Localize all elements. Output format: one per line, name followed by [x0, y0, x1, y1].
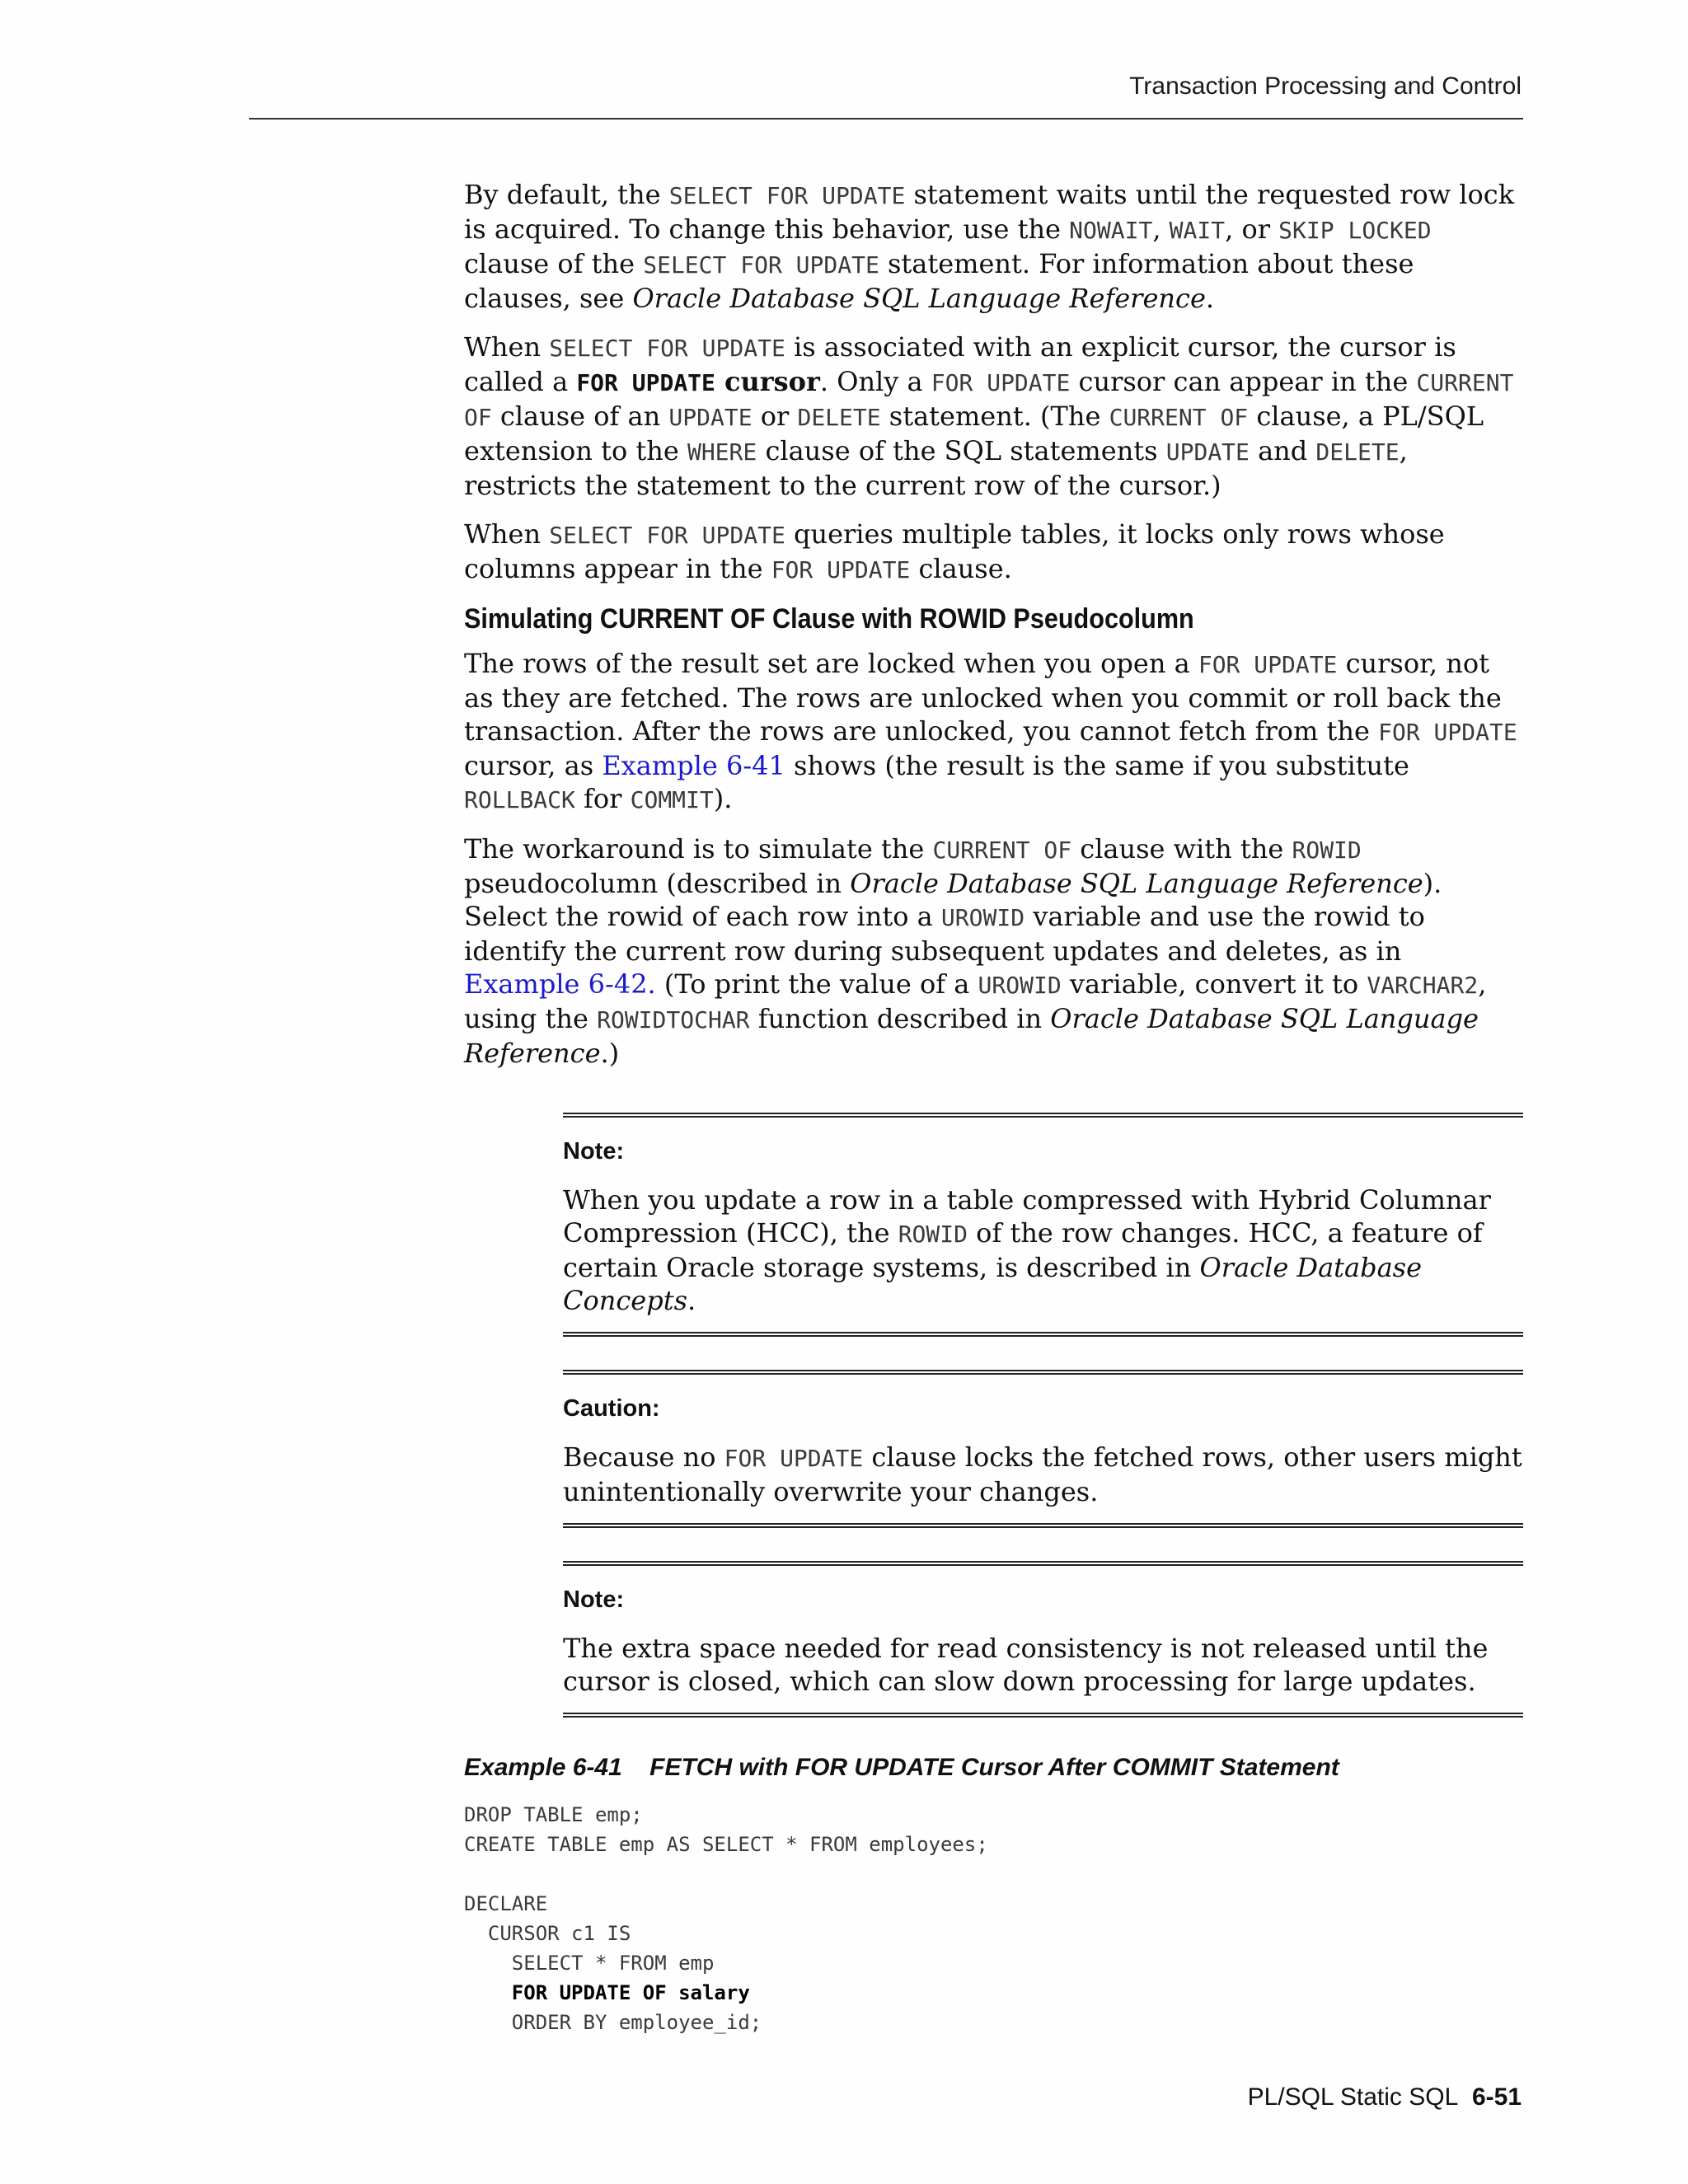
caution-text: Because no FOR UPDATE clause locks the fetched rows, other users might unintentionally overwrite your changes. — [563, 1441, 1522, 1507]
paragraph-default-behavior: By default, the SELECT FOR UPDATE statement waits until the requested row lock is acquired. To change this behavior, use the NOWAIT, WAIT, or SKIP LOCKED clause of the SELECT FOR UPDATE statement. For information about these clauses, see Oracle Database SQL Language Reference. — [464, 179, 1515, 314]
code-block — [464, 1800, 1523, 2037]
link-example-6-42[interactable]: Example 6-42. — [464, 968, 656, 1000]
note-text: When you update a row in a table compressed with Hybrid Columnar Compression (HCC), the ROWID of the row changes. HCC, a feature of certain Oracle storage systems, is described in Oracle Database Concepts. — [563, 1184, 1491, 1316]
note-title: Note: — [563, 1586, 625, 1613]
paragraph-rows-locked: The rows of the result set are locked when you open a FOR UPDATE cursor, not as they are fetched. The rows are unlocked when you commit or roll back the transaction. After the rows are unlocked, you cannot fetch from the FOR UPDATE cursor, as Example 6-41 shows (the result is the same if you substitute ROLLBACK for COMMIT). — [464, 648, 1517, 814]
note-title: Note: — [563, 1138, 625, 1165]
paragraph-for-update-cursor: When SELECT FOR UPDATE is associated with an explicit cursor, the cursor is called a FOR UPDATE cursor. Only a FOR UPDATE cursor can appear in the CURRENT OF clause of an UPDATE or DELETE statement. (The CURRENT OF clause, a PL/SQL extension to the WHERE clause of the SQL statements UPDATE and DELETE, restricts the statement to the current row of the cursor.) — [464, 331, 1514, 501]
code-line: ORDER BY employee_id; — [464, 2011, 762, 2034]
footer-book-title: PL/SQL Static SQL — [1247, 2083, 1459, 2111]
footer-page-number: 6-51 — [1471, 2083, 1522, 2111]
paragraph-workaround: The workaround is to simulate the CURRENT OF clause with the ROWID pseudocolumn (described in Oracle Database SQL Language Reference). Select the rowid of each row into a UROWID variable and use the rowid to identify the current row during subsequent updates and deletes, as in Example 6-42. (To print the value of a UROWID variable, convert it to VARCHAR2, using the ROWIDTOCHAR function described in Oracle Database SQL Language Reference.) — [464, 833, 1487, 1069]
note-box-hcc — [563, 1113, 1523, 1337]
code-line: SELECT * FROM emp — [464, 1952, 715, 1975]
code-line: DECLARE — [464, 1892, 548, 1915]
example-title: Example 6-41 FETCH with FOR UPDATE Cursor After COMMIT Statement — [464, 1754, 1339, 1781]
page-header-title: Transaction Processing and Control — [1129, 73, 1522, 100]
link-example-6-41[interactable]: Example 6-41 — [602, 750, 785, 781]
note-text: The extra space needed for read consistency is not released until the cursor is closed, which can slow down processing for large updates. — [563, 1633, 1489, 1697]
code-line: DROP TABLE emp; — [464, 1803, 643, 1826]
code-line: CURSOR c1 IS — [464, 1922, 631, 1945]
code-line-bold: FOR UPDATE OF salary — [464, 1981, 750, 2004]
page-footer — [1248, 2083, 1522, 2111]
section-heading: Simulating CURRENT OF Clause with ROWID Pseudocolumn — [464, 603, 1194, 635]
paragraph-multiple-tables: When SELECT FOR UPDATE queries multiple tables, it locks only rows whose columns appear in the FOR UPDATE clause. — [464, 518, 1445, 584]
caution-box — [563, 1370, 1523, 1528]
caution-title: Caution: — [563, 1395, 660, 1422]
note-box-read-consistency — [563, 1561, 1523, 1718]
code-line: CREATE TABLE emp AS SELECT * FROM employees; — [464, 1833, 988, 1856]
main-content — [464, 178, 1523, 2037]
header-rule — [249, 118, 1523, 120]
